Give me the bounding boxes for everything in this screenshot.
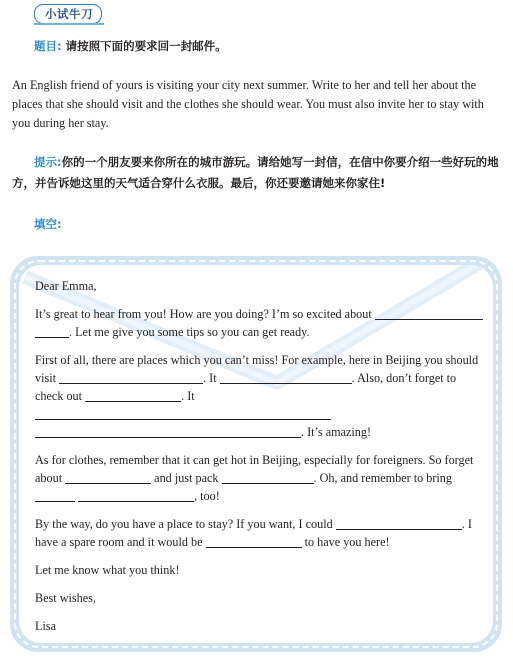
letter-paragraph-5: Let me know what you think! xyxy=(35,563,180,577)
p1-text-b: . Let me give you some tips so you can get ready. xyxy=(69,325,310,339)
task-label: 题目: xyxy=(34,39,62,53)
fill-label: 填空: xyxy=(34,217,62,231)
p3-text-b: and just pack xyxy=(154,471,219,485)
blank-1[interactable] xyxy=(375,307,483,320)
p4-text-c: to have you here! xyxy=(304,535,390,549)
p1-text-a: It’s great to hear from you! How are you doing? I’m so excited about xyxy=(35,307,372,321)
p2-text-b: . It xyxy=(203,371,217,385)
blank-2[interactable] xyxy=(59,371,203,384)
blank-8b[interactable] xyxy=(78,489,194,502)
blank-5[interactable] xyxy=(35,407,331,420)
p3-text-a: As for clothes, remember that it can get hot in Beijing, especially for foreigners. So forget about xyxy=(35,453,474,485)
blank-6[interactable] xyxy=(65,471,151,484)
blank-5b[interactable] xyxy=(35,425,301,438)
p3-text-c: . Oh, and remember to bring xyxy=(313,471,452,485)
task-prompt xyxy=(34,38,227,54)
hint-paragraph xyxy=(12,152,504,194)
p2-text-e: . It’s amazing! xyxy=(301,425,372,439)
hint-text: 你的一个朋友要来你所在的城市游玩。请给她写一封信，在信中你要介绍一些好玩的地方，并告诉她这里的天气适合穿什么衣服。最后，你还要邀请她来你家住! xyxy=(12,155,499,190)
letter-greeting: Dear Emma, xyxy=(35,279,97,293)
hint-label: 提示: xyxy=(34,155,62,169)
p2-text-d: . It xyxy=(181,389,195,403)
section-tag-underline xyxy=(34,23,104,25)
prompt-english: An English friend of yours is visiting your city next summer. Write to her and tell her about the places that she should visit and the clothes she should wear. You must also invite her to stay with you during her stay. xyxy=(12,78,484,130)
blank-8[interactable] xyxy=(35,489,75,502)
blank-4[interactable] xyxy=(85,389,181,402)
letter-paragraph-4 xyxy=(35,515,487,551)
blank-7[interactable] xyxy=(222,471,314,484)
letter-paragraph-2 xyxy=(35,351,487,441)
section-tag: 小试牛刀 xyxy=(34,4,102,24)
letter-signature: Lisa xyxy=(35,619,56,633)
blank-10[interactable] xyxy=(206,535,302,548)
blank-3[interactable] xyxy=(220,371,352,384)
letter-paragraph-3 xyxy=(35,451,487,505)
letter-closing: Best wishes, xyxy=(35,591,96,605)
task-text: 请按照下面的要求回一封邮件。 xyxy=(65,39,227,53)
p3-text-d: , too! xyxy=(194,489,220,503)
p4-text-b: . I have a spare room and it would be xyxy=(35,517,472,549)
p2-text-c: . Also, don’t forget to check out xyxy=(35,371,457,403)
letter-body xyxy=(35,277,487,635)
blank-9[interactable] xyxy=(336,517,462,530)
letter-paragraph-1 xyxy=(35,305,487,341)
p4-text-a: By the way, do you have a place to stay? If you want, I could xyxy=(35,517,333,531)
p2-text-a: First of all, there are places which you can’t miss! For example, here in Beijing you should visit xyxy=(35,353,479,385)
blank-1b[interactable] xyxy=(35,325,69,338)
